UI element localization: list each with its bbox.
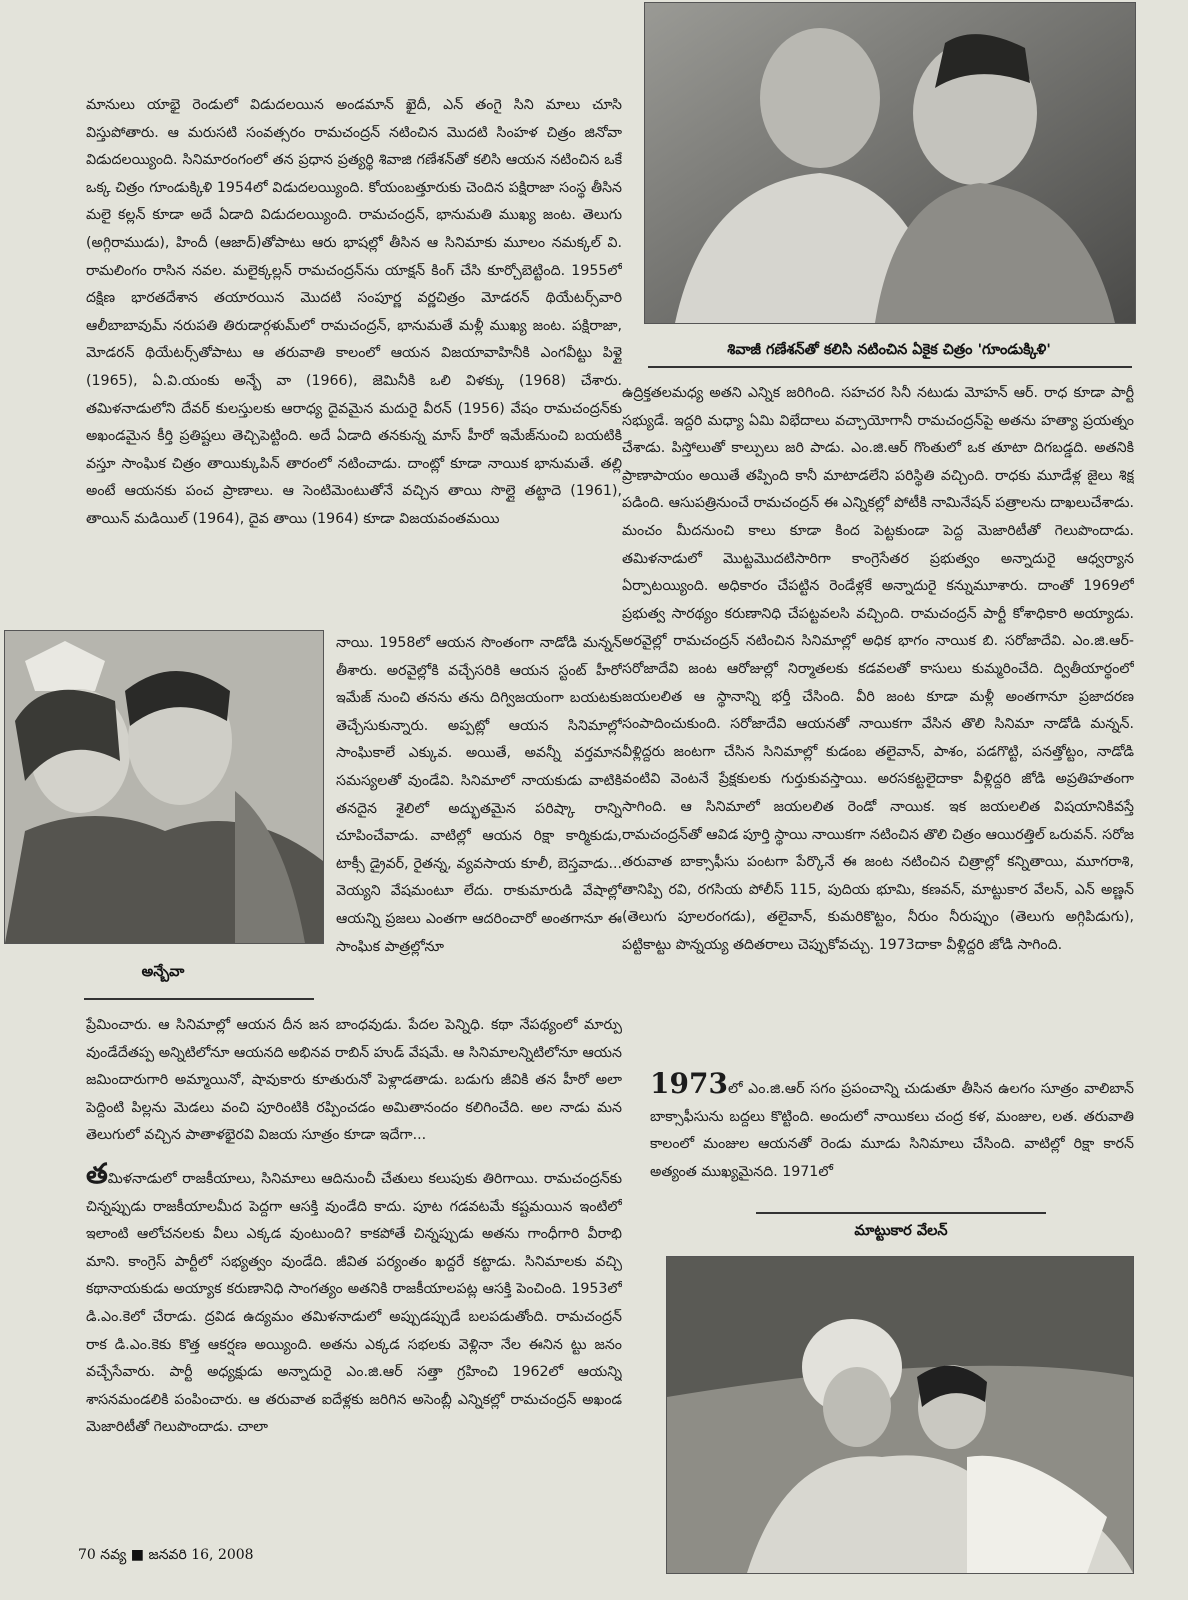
caption-mattukkara-velan: మాట్టుకార వేలన్ — [854, 1223, 948, 1239]
article-text: లో ఎం.జి.ఆర్ సగం ప్రపంచాన్ని చుడుతూ తీసిన ఉలగం సూత్రం వాలిబాన్ బాక్సాఫీసును బద్దలు కొట్టింది. అందులో నాయికలు చంద్ర కళ, మంజుల, లత. తరువాతి కాలంలో మంజుల ఆయనతో రెండు మూడు సినిమాలు చేసింది. వాటిల్లో రిక్షా కారన్ అత్యంత ముఖ్యమైనది. 1971లో — [650, 1081, 1134, 1180]
column-left-bottom — [86, 1012, 622, 1537]
column-right-second — [650, 1070, 1134, 1195]
separator-icon: ■ — [130, 1547, 145, 1563]
column-left-top — [86, 92, 622, 627]
article-paragraph: ప్రేమించారు. ఆ సినిమాల్లో ఆయన దీన జన బాంధవుడు. పేదల పెన్నిధి. కథా నేపథ్యంలో మార్పు వుండేదేతప్ప అన్నిటిలోనూ ఆయనది అభినవ రాబిన్ హుడ్ వేషమే. ఆ సినిమాలన్నిటిలోనూ ఆయన జమిందారుగారి అమ్మాయినో, షావుకారు కూతురునో పెళ్లాడతాడు. బడుగు జీవికి తన హీరో అలా పెద్దింటి పిల్లను మెడలు వంచి పూరింటికి రప్పించడం అమితానందం కలిగించేది. అల నాడు మన తెలుగులో వచ్చిన పాతాళభైరవి విజయ సూత్రం కూడా ఇదేగా... — [86, 1017, 622, 1144]
article-paragraph: నాయి. 1958లో ఆయన సొంతంగా నాడోడి మన్నన్ తీశారు. అరవైల్లోకి వచ్చేసరికి ఆయన స్టంట్ హీరో ఇమేజ్ నుంచి తనను తను దిగ్విజయంగా బయటకు తెచ్చేసుకున్నారు. అప్పట్లో ఆయన సినిమాల్లో సాంఘికాలే ఎక్కువ. అయితే, అవన్నీ వర్తమాన సమస్యలతో వుండేవి. సినిమాలో నాయకుడు వాటికి తనదైన శైలిలో అద్భుతమైన పరిష్కా రాన్ని చూపించేవాడు. వాటిల్లో ఆయన రిక్షా కార్మికుడు, టాక్సీ డ్రైవర్, రైతన్న, వ్యవసాయ కూలీ, బెస్తవాడు... వెయ్యని వేషమంటూ లేదు. రాకుమారుడి వేషాల్లో ఆయన్ని ప్రజలు ఎంతగా ఆదరించారో అంతగానూ ఈ సాంఘిక పాత్రల్లోనూ — [336, 635, 622, 955]
caption-anbe-vaa: అన్బేవా — [141, 964, 185, 980]
photo-mattukkara-velan-image — [667, 1257, 1133, 1573]
photo-anbe-vaa-image — [5, 631, 323, 943]
article-paragraph — [650, 1070, 1134, 1186]
photo-goondukkili-image — [645, 3, 1135, 323]
magazine-name: నవ్య — [100, 1547, 127, 1563]
divider-line — [84, 998, 314, 1000]
dropcap-1973: 1973 — [650, 1070, 728, 1100]
page-footer — [78, 1547, 254, 1566]
page-number: 70 — [78, 1547, 96, 1563]
caption-goondukkili: శివాజీ గణేశన్‌తో కలిసి నటించిన ఏకైక చిత్రం 'గూండుక్కిళి' — [727, 342, 1051, 358]
divider-line — [756, 1212, 1046, 1214]
dropcap: త — [86, 1156, 108, 1190]
photo-goondukkili — [644, 2, 1136, 324]
issue-date: జనవరి 16, 2008 — [148, 1547, 254, 1563]
photo-mattukkara-velan — [666, 1256, 1134, 1574]
column-right — [622, 380, 1134, 1065]
column-left-wrap — [336, 630, 622, 1000]
photo-anbe-vaa — [4, 630, 324, 944]
article-paragraph: ఉద్రిక్తతలమధ్య అతని ఎన్నిక జరిగింది. సహచర సినీ నటుడు మోహన్ ఆర్. రాధ కూడా పార్టీ సభ్యుడే. ఇద్దరి మధ్యా ఏమి విభేదాలు వచ్చాయోగానీ రామచంద్రన్‌పై అతను హత్యా ప్రయత్నం చేశాడు. పిస్తోలుతో కాల్పులు జరి పాడు. ఎం.జి.ఆర్ గొంతులో ఒక తూటా దిగబడ్డది. అతనికి ప్రాణాపాయం అయితే తప్పింది కానీ మాటాడలేని పరిస్థితి వచ్చింది. రాధకు మూడేళ్ల జైలు శిక్ష పడింది. ఆసుపత్రినుంచే రామచంద్రన్ ఈ ఎన్నికల్లో పోటీకి నామినేషన్ పత్రాలను దాఖలుచేశాడు. మంచం మీదనుంచి కాలు కూడా కింద పెట్టకుండా పెద్ద మెజారిటీతో గెలుపొందాడు. తమిళనాడులో మొట్టమొదటిసారిగా కాంగ్రెసేతర ప్రభుత్వం అన్నాదురై ఆధ్వర్యాన ఏర్పాటయ్యింది. అధికారం చేపట్టిన రెండేళ్లకే అన్నాదురై కన్నుమూశారు. దాంతో 1969లో ప్రభుత్వ సారథ్యం కరుణానిధి చేపట్టవలసి వచ్చింది. రామచంద్రన్ పార్టీ కోశాధికారి అయ్యాడు. అరవైల్లో రామచంద్రన్ నటించిన సినిమాల్లో అధిక భాగం నాయిక బి. సరోజాదేవి. ఎం.జి.ఆర్-సరోజాదేవి జంట ఆరోజుల్లో నిర్మాతలకు కడవలతో కాసులు కుమ్మరించేది. ద్వితీయార్థంలో జయలలిత ఆ స్థానాన్ని భర్తీ చేసింది. వీరి జంట కూడా మళ్లీ అంతగానూ ప్రజాదరణ సంపాదించుకుంది. సరోజాదేవి ఆయనతో నాయికగా వేసిన తొలి సినిమా నాడోడి మన్నన్. వీళ్లిద్దరు జంటగా చేసిన సినిమాల్లో కుడంబ తలైవాన్, పాశం, పడగొట్టి, పనత్తోట్టం, నాడోడి వంటివి వెంటనే ప్రేక్షకులకు గుర్తుకువస్తాయి. అరసకట్టలైదాకా వీళ్లిద్దరి జోడి అప్రతిహతంగా సాగింది. ఆ సినిమాలో జయలలిత రెండో నాయిక. ఇక జయలలిత విషయానికివస్తే రామచంద్రన్‌తో ఆవిడ పూర్తి స్థాయి నాయికగా నటించిన తొలి చిత్రం ఆయిరత్తిల్ ఒరువన్. సరోజ తరువాత బాక్సాఫీసు పంటగా పేర్కొనే ఈ జంట నటించిన చిత్రాల్లో కన్నితాయి, మూగరాశి, తానిప్పి రవి, రగసియ పోలీస్ 115, పుదియ భూమి, కణవన్, మాట్టుకార వేలన్, ఎన్ అణ్ణన్ (తెలుగు పూలరంగడు), తలైవాన్, కుమరికొట్టం, నీరుం నీరుప్పుం (తెలుగు అగ్గిపిడుగు), పట్టికాట్టు పొన్నయ్య తదితరాలు చెప్పుకోవచ్చు. 1973దాకా వీళ్లిద్దరి జోడి సాగింది. — [622, 385, 1134, 953]
divider-line — [648, 366, 1132, 368]
article-text: మిళనాడులో రాజకీయాలు, సినిమాలు ఆదినుంచీ చేతులు కలుపుకు తిరిగాయి. రామచంద్రన్‌కు చిన్నప్పుడు రాజకీయాలమీద పెద్దగా ఆసక్తి వుండేది కాదు. పూట గడవటమే కష్టమయిన ఇంటిలో ఇలాంటి ఆలోచనలకు వీలు ఎక్కడ వుంటుంది? కాకపోతే చిన్నప్పుడు అతను గాంధీగారి వీరాభి మాని. కాంగ్రెస్ పార్టీలో సభ్యత్వం వుండేది. జీవిత పర్యంతం ఖద్దరే కట్టాడు. సినిమాలకు వచ్చి కథానాయకుడు అయ్యాక కరుణానిధి సాంగత్యం అతనికి రాజకీయాలపట్ల ఆసక్తి పెంచింది. 1953లో డి.ఎం.కెలో చేరాడు. ద్రవిడ ఉద్యమం తమిళనాడులో అప్పుడప్పుడే బలపడుతోంది. రామచంద్రన్ రాక డి.ఎం.కెకు కొత్త ఆకర్షణ అయ్యింది. అతను ఎక్కడ సభలకు వెళ్లినా నేల ఈనిన ట్టు జనం వచ్చేసేవారు. పార్టీ అధ్యక్షుడు అన్నాదురై ఎం.జి.ఆర్ సత్తా గ్రహించి 1962లో ఆయన్ని శాసనమండలికి పంపించారు. ఆ తరువాత ఐదేళ్లకు జరిగిన అసెంబ్లీ ఎన్నికల్లో రామచంద్రన్ అఖండ మెజారిటీతో గెలుపొందాడు. చాలా — [86, 1170, 622, 1436]
article-paragraph: మానులు యాభై రెండులో విడుదలయిన అండమాన్ ఖైదీ, ఎన్ తంగై సిని మాలు చూసి విస్తుపోతారు. ఆ మరుసటి సంవత్సరం రామచంద్రన్ నటించిన మొదటి సింహళ చిత్రం జినోవా విడుదలయ్యింది. సినిమారంగంలో తన ప్రధాన ప్రత్యర్థి శివాజి గణేశన్‌తో కలిసి ఆయన నటించిన ఒకే ఒక్క చిత్రం గూండుక్కిళి 1954లో విడుదలయ్యింది. కోయంబత్తూరుకు చెందిన పక్షిరాజా సంస్థ తీసిన మలై కల్లన్ కూడా అదే ఏడాది విడుదలయ్యింది. రామచంద్రన్, భానుమతి ముఖ్య జంట. తెలుగు (అగ్గిరాముడు), హిందీ (ఆజాద్)తోపాటు ఆరు భాషల్లో తీసిన ఆ సినిమాకు మూలం నమక్కల్ వి. రామలింగం రాసిన నవల. మలైక్కల్లన్ రామచంద్రన్‌ను యాక్షన్ కింగ్ చేసి కూర్చోబెట్టింది. 1955లో దక్షిణ భారతదేశాన తయారయిన మొదటి సంపూర్ణ వర్ణచిత్రం మోడరన్ థియేటర్స్‌వారి ఆలీబాబావుమ్ నరుపతి తిరుడార్గళుమ్‌లో రామచంద్రన్, భానుమతే మళ్లీ ముఖ్య జంట. పక్షిరాజా, మోడరన్ థియేటర్స్‌తోపాటు ఆ తరువాతి కాలంలో ఆయన విజయావాహినీకి ఎంగవీట్టు పిళ్లై (1965), ఏ.వి.యంకు అన్బే వా (1966), జెమినీకి ఒలి విళక్కు (1968) చేశారు. తమిళనాడులోని దేవర్ కులస్తులకు ఆరాధ్య దైవమైన మదురై వీరన్ (1956) వేషం రామచంద్రన్‌కు అఖండమైన కీర్తి ప్రతిష్టలు తెచ్చిపెట్టింది. అదే ఏడాది తనకున్న మాస్ హీరో ఇమేజ్‌నుంచి బయటికి వస్తూ సాంఘిక చిత్రం తాయిక్కుపిన్ తారంలో నటించాడు. దాంట్లో కూడా నాయిక భానుమతే. తల్లి అంటే ఆయనకు పంచ ప్రాణాలు. ఆ సెంటిమెంటుతోనే వచ్చిన తాయి సొల్లై తట్టాదె (1961), తాయిన్ మడియిల్ (1964), దైవ తాయి (1964) కూడా విజయవంతమయి — [86, 97, 622, 527]
article-paragraph — [86, 1156, 622, 1442]
